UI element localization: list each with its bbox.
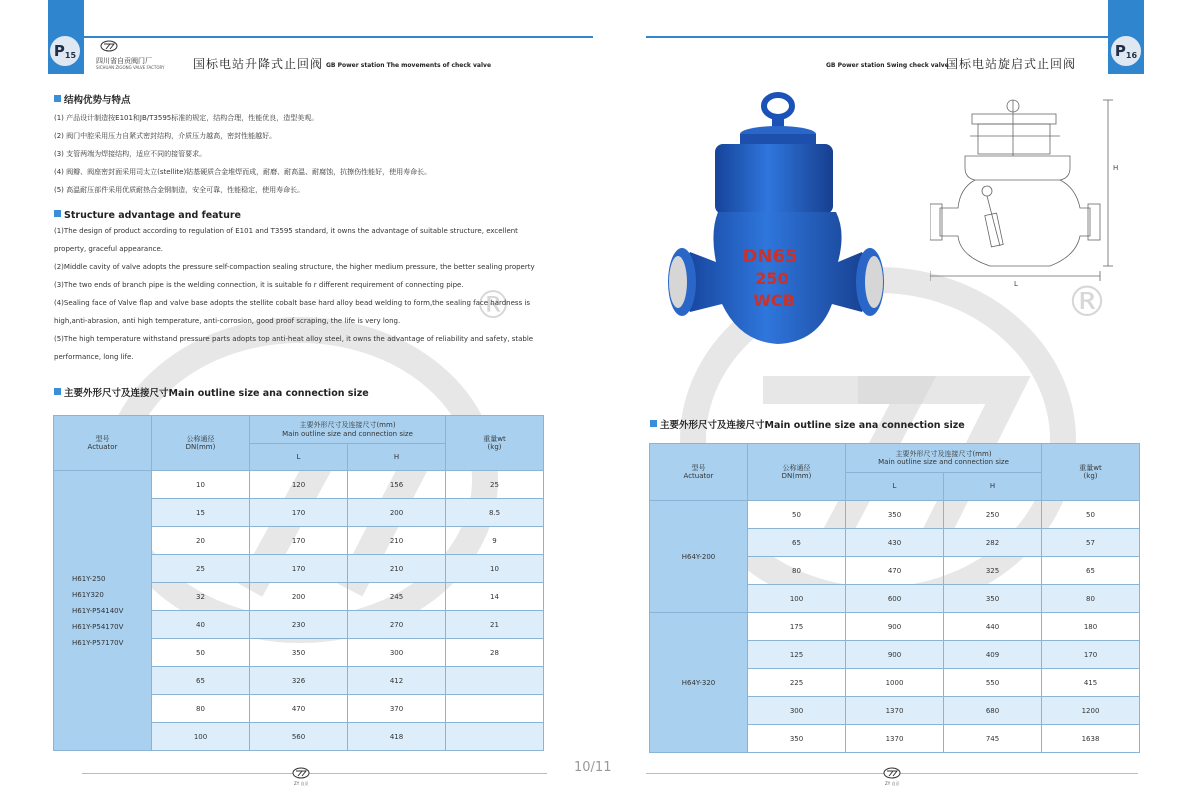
cell-L: 350 [250, 639, 348, 667]
cell-L: 430 [846, 529, 944, 557]
cell-wt: 28 [446, 639, 544, 667]
cell-H: 550 [944, 669, 1042, 697]
cell-L: 1000 [846, 669, 944, 697]
model-name: H61Y-P57170V [72, 638, 124, 647]
model-name: H61Y-P54170V [72, 622, 124, 631]
cell-L: 170 [250, 555, 348, 583]
cell-dn: 100 [748, 585, 846, 613]
en-feature-line-5: (4)Sealing face of Valve flap and valve base adopts the stellite cobalt base hard alloy bead welding to form,the sealing face hardness is [54, 299, 531, 307]
header-L: L [250, 444, 348, 471]
page-badge-letter: P [53, 42, 65, 60]
cell-dn: 25 [152, 555, 250, 583]
model-cell-h64y-200: H64Y-200 [650, 501, 748, 613]
cell-L: 900 [846, 613, 944, 641]
page-counter: 10/11 [574, 760, 612, 775]
cell-wt [446, 695, 544, 723]
page-badge-letter: P [1114, 42, 1126, 60]
table-row [650, 501, 1140, 529]
cell-L: 600 [846, 585, 944, 613]
section-title-en-features [54, 210, 241, 221]
cell-wt: 10 [446, 555, 544, 583]
cell-wt: 1200 [1042, 697, 1140, 725]
model-name: H61Y320 [72, 590, 104, 599]
cell-L: 170 [250, 499, 348, 527]
model-cell [54, 471, 152, 751]
en-feature-line-4: (3)The two ends of branch pipe is the welding connection, it is suitable fo r different requirement of connecting pipe. [54, 281, 464, 289]
cell-H: 350 [944, 585, 1042, 613]
section-marker-icon [54, 95, 61, 102]
left-header-rule [84, 36, 593, 38]
left-dimension-table [53, 415, 544, 751]
cell-H: 270 [348, 611, 446, 639]
cell-L: 200 [250, 583, 348, 611]
valve-marking-dn: DN65 [742, 246, 798, 267]
cell-dn: 65 [152, 667, 250, 695]
cell-H: 409 [944, 641, 1042, 669]
header-H: H [944, 473, 1042, 501]
cell-H: 418 [348, 723, 446, 751]
cell-L: 326 [250, 667, 348, 695]
cell-wt: 415 [1042, 669, 1140, 697]
cell-wt: 1638 [1042, 725, 1140, 753]
header-dn: 公称通径 DN(mm) [152, 416, 250, 471]
table-title-text: 主要外形尺寸及连接尺寸Main outline size ana connection size [64, 388, 369, 399]
cell-H: 325 [944, 557, 1042, 585]
cell-wt: 8.5 [446, 499, 544, 527]
valve-technical-drawing [930, 96, 1130, 292]
model-cell-h64y-320: H64Y-320 [650, 613, 748, 753]
cell-dn: 10 [152, 471, 250, 499]
cell-wt [446, 667, 544, 695]
cell-H: 745 [944, 725, 1042, 753]
cell-wt: 170 [1042, 641, 1140, 669]
left-table-title [54, 385, 369, 399]
cell-dn: 50 [152, 639, 250, 667]
cn-feature-2: (2) 阀门中腔采用压力自紧式密封结构，介质压力越高，密封性能越好。 [54, 132, 277, 140]
section-title-cn-features [54, 92, 131, 106]
en-feature-line-8: performance, long life. [54, 353, 134, 361]
cell-dn: 20 [152, 527, 250, 555]
section-marker-icon [54, 388, 61, 395]
drawing-label-L: L [1014, 280, 1018, 288]
header-H: H [348, 444, 446, 471]
section-title-text: Structure advantage and feature [64, 210, 241, 221]
cell-dn: 80 [152, 695, 250, 723]
model-name: H61Y-250 [72, 574, 106, 583]
section-marker-icon [650, 420, 657, 427]
left-page-title-en: GB Power station The movements of check valve [326, 62, 492, 69]
cell-L: 470 [846, 557, 944, 585]
cell-H: 300 [348, 639, 446, 667]
header-dn: 公称通径 DN(mm) [748, 444, 846, 501]
cell-L: 120 [250, 471, 348, 499]
drawing-label-H: H [1113, 164, 1119, 172]
left-footer-rule [82, 773, 547, 774]
cn-feature-1: (1) 产品设计制造按E101和JB/T3595标准的规定，结构合理，性能优良，造型美观。 [54, 114, 319, 122]
cell-H: 440 [944, 613, 1042, 641]
cell-wt: 9 [446, 527, 544, 555]
cell-dn: 50 [748, 501, 846, 529]
cell-wt [446, 723, 544, 751]
left-page-title-cn: 国标电站升降式止回阀 [193, 57, 324, 71]
company-logo-icon [100, 40, 118, 52]
cell-H: 680 [944, 697, 1042, 725]
cell-wt: 57 [1042, 529, 1140, 557]
cell-dn: 300 [748, 697, 846, 725]
cn-feature-5: (5) 高温耐压部件采用优质耐热合金钢制造，安全可靠，性能稳定，使用寿命长。 [54, 186, 305, 194]
cell-wt: 25 [446, 471, 544, 499]
cell-dn: 100 [152, 723, 250, 751]
cell-H: 210 [348, 555, 446, 583]
right-dimension-table [649, 443, 1140, 753]
header-L: L [846, 473, 944, 501]
en-feature-line-2: property, graceful appearance. [54, 245, 164, 253]
cn-feature-3: (3) 支管两端为焊接结构，适应不同的接管要求。 [54, 150, 207, 158]
registered-mark-right: ® [1066, 277, 1108, 326]
cell-dn: 225 [748, 669, 846, 697]
cell-wt: 50 [1042, 501, 1140, 529]
en-feature-line-6: high,anti-abrasion, anti high temperature, anti-corrosion, good proof scraping, the life is very long. [54, 317, 401, 325]
valve-photo [660, 92, 890, 372]
cell-H: 370 [348, 695, 446, 723]
right-page-number-badge [1109, 34, 1143, 68]
cell-L: 1370 [846, 697, 944, 725]
cell-L: 470 [250, 695, 348, 723]
cell-dn: 15 [152, 499, 250, 527]
header-dimensions: 主要外形尺寸及连接尺寸(mm) Main outline size and connection size [846, 444, 1042, 473]
page-badge-number: 15 [64, 51, 77, 60]
header-weight: 重量wt (kg) [1042, 444, 1140, 501]
en-feature-line-3: (2)Middle cavity of valve adopts the pressure self-compaction sealing structure, the higher medium pressure, the better sealing property [54, 263, 535, 271]
cell-wt: 80 [1042, 585, 1140, 613]
cell-H: 245 [348, 583, 446, 611]
cell-wt: 21 [446, 611, 544, 639]
right-table-title [650, 417, 965, 431]
valve-marking-material: WCB [753, 291, 795, 310]
cell-H: 282 [944, 529, 1042, 557]
right-page-title-cn: 国标电站旋启式止回阀 [946, 57, 1077, 71]
section-title-text: 结构优势与特点 [64, 95, 131, 106]
cn-feature-4: (4) 阀瓣、阀座密封面采用司太立(stellite)钴基硬质合金堆焊而成，耐磨、耐高温、耐腐蚀，抗擦伤性能好，使用寿命长。 [54, 168, 432, 176]
header-model: 型号 Actuator [650, 444, 748, 501]
cell-dn: 65 [748, 529, 846, 557]
table-title-text: 主要外形尺寸及连接尺寸Main outline size ana connection size [660, 420, 965, 431]
header-weight: 重量wt (kg) [446, 416, 544, 471]
footer-logo-caption-right: ZY 自贡 [885, 781, 900, 786]
cell-wt: 65 [1042, 557, 1140, 585]
page-badge-number: 16 [1125, 51, 1138, 60]
cell-H: 412 [348, 667, 446, 695]
right-header-rule [646, 36, 1108, 38]
cell-dn: 32 [152, 583, 250, 611]
cell-dn: 175 [748, 613, 846, 641]
cell-wt: 14 [446, 583, 544, 611]
cell-L: 900 [846, 641, 944, 669]
cell-L: 170 [250, 527, 348, 555]
company-name-en: SICHUAN ZIGONG VALVE FACTORY [96, 65, 165, 70]
cell-L: 230 [250, 611, 348, 639]
valve-marking-pressure: 250 [755, 269, 789, 288]
header-dimensions: 主要外形尺寸及连接尺寸(mm) Main outline size and connection size [250, 416, 446, 444]
cell-dn: 80 [748, 557, 846, 585]
cell-wt: 180 [1042, 613, 1140, 641]
en-feature-line-7: (5)The high temperature withstand pressure parts adopts top anti-heat alloy steel, it owns the advantage of reliability and safety, stable [54, 335, 534, 343]
cell-dn: 125 [748, 641, 846, 669]
cell-dn: 350 [748, 725, 846, 753]
cell-H: 250 [944, 501, 1042, 529]
cell-H: 156 [348, 471, 446, 499]
cell-H: 210 [348, 527, 446, 555]
company-name-cn: 四川省自贡阀门厂 [96, 57, 152, 65]
footer-logo-icon-right [883, 767, 901, 779]
left-page-number-badge [48, 34, 82, 68]
cell-L: 350 [846, 501, 944, 529]
footer-logo-icon-left [292, 767, 310, 779]
cell-L: 1370 [846, 725, 944, 753]
cell-H: 200 [348, 499, 446, 527]
header-model: 型号 Actuator [54, 416, 152, 471]
right-page-title-en: GB Power station Swing check valve [826, 62, 949, 69]
registered-mark-left: ® [474, 283, 512, 327]
en-feature-line-1: (1)The design of product according to regulation of E101 and T3595 standard, it owns the advantage of suitable structure, excellent [54, 227, 518, 235]
model-name: H61Y-P54140V [72, 606, 124, 615]
table-row [650, 613, 1140, 641]
cell-dn: 40 [152, 611, 250, 639]
section-marker-icon [54, 210, 61, 217]
table-row [54, 471, 544, 499]
footer-logo-caption-left: ZY 自贡 [294, 781, 309, 786]
cell-L: 560 [250, 723, 348, 751]
